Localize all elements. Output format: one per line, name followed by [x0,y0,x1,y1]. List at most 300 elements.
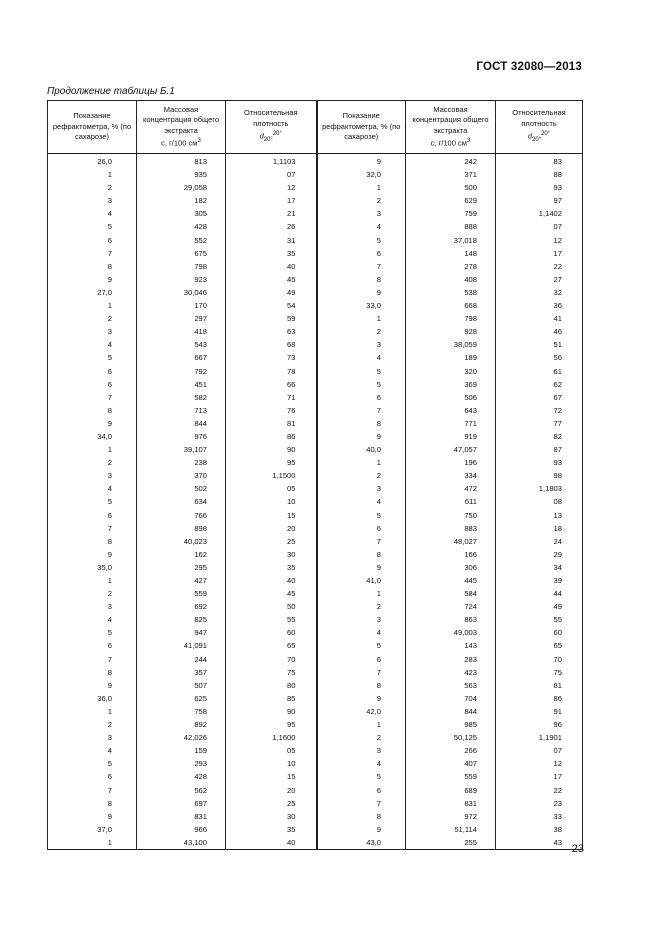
concentration-cell: 611 [406,495,496,508]
table-row [48,705,583,718]
density-cell: 45 [226,587,317,600]
refractometer-cell: 8 [317,679,406,692]
refractometer-cell: 1 [317,181,406,194]
density-cell: 83 [496,154,583,169]
density-cell: 17 [226,194,317,207]
density-cell: 87 [496,443,583,456]
refractometer-cell: 5 [317,770,406,783]
table-row [48,784,583,797]
density-cell: 23 [496,797,583,810]
table-row [48,247,583,260]
density-cell: 61 [496,365,583,378]
concentration-cell: 295 [137,561,226,574]
refractometer-cell: 5 [48,626,137,639]
refractometer-cell: 8 [48,535,137,548]
density-cell: 39 [496,574,583,587]
refractometer-cell: 1 [317,456,406,469]
concentration-cell: 928 [406,325,496,338]
concentration-cell: 244 [137,653,226,666]
density-cell: 77 [496,417,583,430]
refractometer-cell: 2 [48,587,137,600]
refractometer-cell: 4 [317,495,406,508]
density-cell: 72 [496,404,583,417]
header-concentration-left: Массовая концентрация общего экстракта с, г/100 $см^3$ [137,101,226,154]
concentration-cell: 500 [406,181,496,194]
concentration-cell: 844 [137,417,226,430]
refractometer-cell: 2 [317,194,406,207]
density-cell: 36 [496,299,583,312]
concentration-cell: 898 [137,522,226,535]
refractometer-cell: 27,0 [48,286,137,299]
concentration-cell: 863 [406,613,496,626]
density-cell: 17 [496,770,583,783]
concentration-cell: 148 [406,247,496,260]
table-row [48,207,583,220]
document-standard-number: ГОСТ 32080—2013 [476,61,582,73]
refractometer-cell: 26,0 [48,154,137,169]
density-cell: 80 [226,679,317,692]
concentration-cell: 170 [137,299,226,312]
concentration-cell: 923 [137,273,226,286]
refractometer-table [47,100,583,850]
refractometer-cell: 5 [48,757,137,770]
refractometer-cell: 9 [317,286,406,299]
density-cell: 33 [496,810,583,823]
density-cell: 29 [496,548,583,561]
refractometer-cell: 6 [48,509,137,522]
refractometer-cell: 9 [48,810,137,823]
concentration-cell: 428 [137,220,226,233]
density-cell: 51 [496,338,583,351]
density-cell: 13 [496,509,583,522]
density-cell: 15 [226,509,317,522]
refractometer-cell: 43,0 [317,836,406,850]
refractometer-cell: 6 [317,522,406,535]
refractometer-cell: 8 [317,417,406,430]
header-density-right: Относительная плотность $d_{20^\circ}^{20^\circ}$ [496,101,583,154]
concentration-cell: 584 [406,587,496,600]
concentration-cell: 266 [406,744,496,757]
table-row [48,443,583,456]
table-row [48,351,583,364]
concentration-cell: 559 [406,770,496,783]
refractometer-cell: 6 [317,247,406,260]
concentration-cell: 48,027 [406,535,496,548]
density-cell: 07 [496,220,583,233]
table-row [48,338,583,351]
density-cell: 45 [226,273,317,286]
refractometer-cell: 7 [317,260,406,273]
concentration-cell: 935 [137,168,226,181]
density-cell: 60 [496,626,583,639]
refractometer-cell: 2 [48,312,137,325]
table-row [48,561,583,574]
concentration-cell: 675 [137,247,226,260]
concentration-cell: 283 [406,653,496,666]
concentration-cell: 582 [137,391,226,404]
concentration-cell: 713 [137,404,226,417]
density-cell: 1,1901 [496,731,583,744]
refractometer-cell: 4 [48,613,137,626]
refractometer-cell: 7 [317,404,406,417]
refractometer-cell: 2 [317,469,406,482]
density-cell: 91 [496,705,583,718]
concentration-cell: 451 [137,378,226,391]
refractometer-cell: 4 [48,338,137,351]
density-cell: 56 [496,351,583,364]
concentration-cell: 892 [137,718,226,731]
refractometer-cell: 4 [317,626,406,639]
concentration-cell: 43,100 [137,836,226,850]
refractometer-cell: 7 [48,784,137,797]
table-row [48,482,583,495]
concentration-cell: 49,003 [406,626,496,639]
concentration-cell: 37,018 [406,234,496,247]
refractometer-cell: 7 [48,653,137,666]
density-cell: 73 [226,351,317,364]
concentration-cell: 306 [406,561,496,574]
density-cell: 68 [226,338,317,351]
concentration-cell: 704 [406,692,496,705]
refractometer-cell: 8 [317,810,406,823]
table-row [48,286,583,299]
density-cell: 1,1600 [226,731,317,744]
refractometer-cell: 5 [317,509,406,522]
table-row [48,495,583,508]
concentration-cell: 320 [406,365,496,378]
refractometer-cell: 9 [317,692,406,705]
refractometer-cell: 6 [48,770,137,783]
density-cell: 22 [496,784,583,797]
refractometer-cell: 1 [48,705,137,718]
table-row [48,404,583,417]
concentration-cell: 559 [137,587,226,600]
refractometer-cell: 4 [48,482,137,495]
concentration-cell: 758 [137,705,226,718]
concentration-cell: 305 [137,207,226,220]
concentration-cell: 697 [137,797,226,810]
concentration-cell: 506 [406,391,496,404]
refractometer-cell: 7 [317,797,406,810]
refractometer-cell: 7 [317,666,406,679]
concentration-cell: 42,026 [137,731,226,744]
density-cell: 98 [496,469,583,482]
density-cell: 97 [496,194,583,207]
refractometer-cell: 35,0 [48,561,137,574]
density-cell: 1,1103 [226,154,317,169]
concentration-cell: 472 [406,482,496,495]
refractometer-cell: 6 [48,234,137,247]
density-symbol: $d_{20^\circ}^{20^\circ}$ [259,131,282,144]
table-row [48,797,583,810]
refractometer-cell: 1 [317,587,406,600]
concentration-cell: 162 [137,548,226,561]
density-cell: 70 [496,653,583,666]
density-cell: 62 [496,378,583,391]
density-cell: 60 [226,626,317,639]
density-cell: 25 [226,535,317,548]
concentration-cell: 625 [137,692,226,705]
refractometer-cell: 8 [317,273,406,286]
density-cell: 24 [496,535,583,548]
concentration-cell: 41,091 [137,639,226,652]
refractometer-cell: 3 [317,482,406,495]
table-row [48,430,583,443]
density-cell: 12 [226,181,317,194]
refractometer-cell: 41,0 [317,574,406,587]
table-row [48,365,583,378]
refractometer-cell: 6 [317,784,406,797]
concentration-cell: 643 [406,404,496,417]
refractometer-cell: 8 [48,404,137,417]
concentration-cell: 278 [406,260,496,273]
concentration-cell: 919 [406,430,496,443]
table-row [48,548,583,561]
refractometer-cell: 9 [317,430,406,443]
refractometer-cell: 8 [48,797,137,810]
density-cell: 35 [226,247,317,260]
table-row [48,260,583,273]
density-cell: 96 [496,718,583,731]
concentration-cell: 371 [406,168,496,181]
concentration-cell: 947 [137,626,226,639]
density-cell: 40 [226,574,317,587]
density-cell: 30 [226,548,317,561]
refractometer-cell: 7 [48,391,137,404]
refractometer-cell: 5 [317,234,406,247]
table-row [48,194,583,207]
concentration-cell: 418 [137,325,226,338]
refractometer-cell: 6 [48,378,137,391]
table-row [48,770,583,783]
table-row [48,613,583,626]
refractometer-cell: 4 [48,207,137,220]
concentration-cell: 50,125 [406,731,496,744]
concentration-cell: 831 [406,797,496,810]
refractometer-cell: 8 [48,260,137,273]
density-cell: 49 [226,286,317,299]
density-cell: 18 [496,522,583,535]
table-row [48,574,583,587]
concentration-cell: 813 [137,154,226,169]
table-row [48,469,583,482]
density-cell: 38 [496,823,583,836]
density-cell: 12 [496,757,583,770]
density-cell: 65 [226,639,317,652]
refractometer-cell: 3 [48,194,137,207]
refractometer-cell: 34,0 [48,430,137,443]
density-cell: 40 [226,836,317,850]
density-cell: 40 [226,260,317,273]
density-cell: 1,1402 [496,207,583,220]
table-row [48,718,583,731]
table-row [48,810,583,823]
refractometer-cell: 40,0 [317,443,406,456]
concentration-cell: 883 [406,522,496,535]
concentration-cell: 369 [406,378,496,391]
density-cell: 82 [496,430,583,443]
density-cell: 86 [226,430,317,443]
table-row [48,744,583,757]
density-cell: 22 [496,260,583,273]
concentration-cell: 798 [137,260,226,273]
density-cell: 90 [226,443,317,456]
concentration-cell: 29,058 [137,181,226,194]
table-caption: Продолжение таблицы Б.1 [47,86,175,97]
density-cell: 93 [496,181,583,194]
concentration-cell: 825 [137,613,226,626]
refractometer-cell: 37,0 [48,823,137,836]
table-row [48,325,583,338]
concentration-cell: 538 [406,286,496,299]
density-cell: 81 [496,679,583,692]
density-symbol: $d_{20^\circ}^{20^\circ}$ [527,131,551,144]
refractometer-cell: 8 [317,548,406,561]
concentration-cell: 629 [406,194,496,207]
concentration-cell: 966 [137,823,226,836]
refractometer-cell: 9 [317,561,406,574]
concentration-cell: 428 [137,770,226,783]
table-row [48,154,583,169]
density-cell: 05 [226,744,317,757]
refractometer-cell: 9 [317,823,406,836]
concentration-cell: 255 [406,836,496,850]
density-cell: 20 [226,784,317,797]
density-cell: 32 [496,286,583,299]
table-row [48,757,583,770]
table-row [48,626,583,639]
table-row [48,378,583,391]
concentration-cell: 39,107 [137,443,226,456]
density-cell: 55 [496,613,583,626]
concentration-cell: 408 [406,273,496,286]
refractometer-cell: 42,0 [317,705,406,718]
table-header-row [48,101,583,154]
table-row [48,417,583,430]
concentration-cell: 771 [406,417,496,430]
density-cell: 93 [496,456,583,469]
density-cell: 20 [226,522,317,535]
density-cell: 75 [226,666,317,679]
density-cell: 05 [226,482,317,495]
density-cell: 35 [226,561,317,574]
concentration-cell: 51,114 [406,823,496,836]
concentration-cell: 189 [406,351,496,364]
refractometer-cell: 3 [48,469,137,482]
refractometer-cell: 3 [48,600,137,613]
density-cell: 50 [226,600,317,613]
refractometer-cell: 5 [48,220,137,233]
density-cell: 81 [226,417,317,430]
refractometer-cell: 1 [48,168,137,181]
refractometer-cell: 2 [48,718,137,731]
concentration-cell: 552 [137,234,226,247]
density-cell: 30 [226,810,317,823]
refractometer-cell: 3 [317,744,406,757]
concentration-cell: 427 [137,574,226,587]
concentration-cell: 692 [137,600,226,613]
table-row [48,823,583,836]
refractometer-cell: 7 [48,522,137,535]
table-row [48,273,583,286]
density-cell: 1,1803 [496,482,583,495]
refractometer-cell: 5 [317,639,406,652]
refractometer-cell: 2 [317,731,406,744]
concentration-cell: 143 [406,639,496,652]
concentration-cell: 238 [137,456,226,469]
density-cell: 65 [496,639,583,652]
table-row [48,299,583,312]
refractometer-cell: 2 [48,181,137,194]
concentration-cell: 423 [406,666,496,679]
concentration-cell: 445 [406,574,496,587]
table-row [48,391,583,404]
refractometer-cell: 6 [317,391,406,404]
refractometer-cell: 9 [48,273,137,286]
refractometer-cell: 2 [317,600,406,613]
concentration-cell: 543 [137,338,226,351]
density-cell: 43 [496,836,583,850]
concentration-cell: 38,059 [406,338,496,351]
refractometer-cell: 7 [317,535,406,548]
table-row [48,679,583,692]
density-cell: 86 [496,692,583,705]
refractometer-cell: 5 [48,495,137,508]
header-density-left: Относительная плотность $d_{20^\circ}^{20^\circ}$ [226,101,317,154]
table-row [48,600,583,613]
density-cell: 66 [226,378,317,391]
table-row [48,181,583,194]
density-cell: 88 [496,168,583,181]
concentration-cell: 759 [406,207,496,220]
concentration-cell: 357 [137,666,226,679]
refractometer-cell: 3 [48,731,137,744]
density-cell: 90 [226,705,317,718]
refractometer-cell: 2 [317,325,406,338]
density-cell: 71 [226,391,317,404]
concentration-cell: 159 [137,744,226,757]
refractometer-cell: 6 [48,639,137,652]
header-refractometer-right: Показание рефрактометра, % (по сахарозе) [317,101,406,154]
table-row [48,692,583,705]
concentration-cell: 667 [137,351,226,364]
density-cell: 31 [226,234,317,247]
refractometer-cell: 3 [317,338,406,351]
concentration-cell: 792 [137,365,226,378]
refractometer-cell: 4 [48,744,137,757]
refractometer-cell: 1 [48,836,137,850]
refractometer-cell: 5 [317,378,406,391]
density-cell: 70 [226,653,317,666]
density-cell: 95 [226,718,317,731]
density-cell: 46 [496,325,583,338]
density-cell: 21 [226,207,317,220]
concentration-cell: 976 [137,430,226,443]
concentration-cell: 47,057 [406,443,496,456]
density-cell: 10 [226,495,317,508]
density-cell: 26 [226,220,317,233]
density-cell: 49 [496,600,583,613]
refractometer-cell: 5 [317,365,406,378]
table-row [48,731,583,744]
table-row [48,653,583,666]
refractometer-cell: 8 [48,666,137,679]
table-row [48,234,583,247]
refractometer-cell: 33,0 [317,299,406,312]
concentration-cell: 182 [137,194,226,207]
table-row [48,509,583,522]
density-cell: 07 [226,168,317,181]
